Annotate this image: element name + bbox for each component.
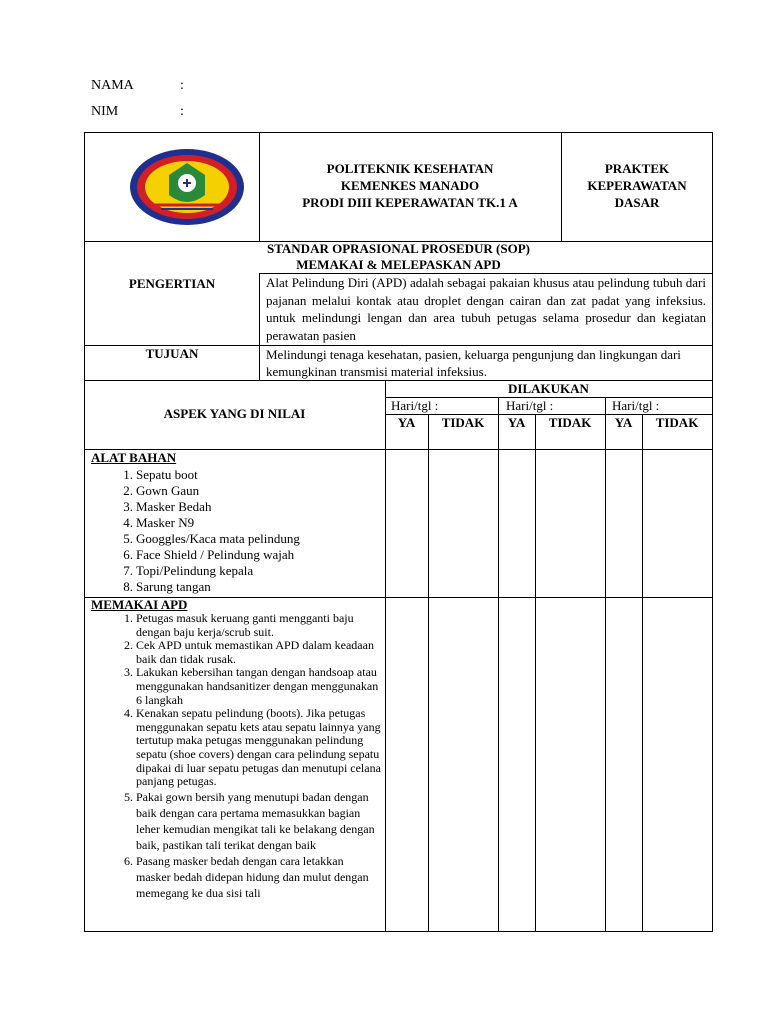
list-item <box>123 531 381 547</box>
list-text: Masker N9 <box>136 515 195 530</box>
list-item <box>123 499 381 515</box>
list-text: Gown Gaun <box>136 483 200 498</box>
tools-list <box>123 467 381 595</box>
tools-title: ALAT BAHAN <box>91 450 177 465</box>
list-text: Petugas masuk keruang ganti mengganti baju dengan baju kerja/scrub suit. <box>136 611 354 639</box>
day-1-label: Hari/tgl : <box>391 398 439 413</box>
grid-line <box>535 414 536 932</box>
institution-line-1: POLITEKNIK KESEHATAN <box>326 161 494 176</box>
list-text: Sarung tangan <box>136 579 211 594</box>
list-number: 6. <box>124 853 133 868</box>
list-text: Pasang masker bedah dengan cara letakkan masker bedah didepan hidung dan mulut dengan memegang ke dua sisi tali <box>136 853 369 900</box>
list-item <box>124 665 381 707</box>
list-text: Pakai gown bersih yang menutupi badan dengan baik dengan cara pertama memasukkan bagian leher kemudian mengikat tali ke belakang dengan baik, pastikan tali terikat dengan baik <box>136 789 375 852</box>
list-number: 6. <box>123 547 133 562</box>
day-2-label: Hari/tgl : <box>506 398 554 413</box>
list-text: Lakukan kebersihan tangan dengan handsoap atau menggunakan handsanitizer dengan menggunakan 6 langkah <box>136 665 379 707</box>
practice-line-3: DASAR <box>614 195 660 210</box>
list-number: 7. <box>123 563 133 578</box>
list-item <box>124 789 381 853</box>
list-item <box>123 547 381 563</box>
nim-colon: : <box>180 104 184 119</box>
aspect-label: ASPEK YANG DI NILAI <box>163 406 306 421</box>
list-text: Sepatu boot <box>136 467 198 482</box>
poltekkes-logo <box>129 147 245 227</box>
done-label: DILAKUKAN <box>508 381 589 396</box>
grid-line <box>385 380 386 932</box>
list-number: 4. <box>123 515 133 530</box>
list-number: 5. <box>124 789 133 804</box>
institution-title <box>260 160 560 211</box>
list-number: 2. <box>124 638 133 653</box>
wearing-title: MEMAKAI APD <box>91 597 188 612</box>
list-text: Kenakan sepatu pelindung (boots). Jika petugas menggunakan sepatu kets atau sepatu lainnya yang tertutup maka petugas menggunakan pelindung sepatu (shoe covers) dengan cara pelindung sepatu dipakai di luar sepatu petugas dan menutupi celana panjang petugas. <box>136 706 381 789</box>
list-number: 1. <box>124 611 133 625</box>
list-text: Topi/Pelindung kepala <box>136 563 254 578</box>
list-item <box>124 638 381 666</box>
list-item <box>124 611 381 639</box>
list-item <box>124 853 381 901</box>
sop-title-line-2: MEMAKAI & MELEPASKAN APD <box>296 257 501 272</box>
sop-title <box>85 241 712 273</box>
list-number: 3. <box>124 665 133 680</box>
institution-line-3: PRODI DIII KEPERAWATAN TK.1 A <box>302 195 518 210</box>
list-number: 5. <box>123 531 133 546</box>
practice-line-2: KEPERAWATAN <box>587 178 687 193</box>
sop-title-line-1: STANDAR OPRASIONAL PROSEDUR (SOP) <box>266 241 531 256</box>
practice-title <box>562 160 712 211</box>
grid-line <box>605 397 606 932</box>
no-col-3: TIDAK <box>655 415 699 430</box>
goal-label: TUJUAN <box>145 346 199 361</box>
definition-label: PENGERTIAN <box>128 276 216 291</box>
name-label: NAMA <box>91 78 134 93</box>
grid-line <box>259 273 260 380</box>
list-text: Masker Bedah <box>136 499 212 514</box>
list-number: 4. <box>124 706 133 721</box>
yes-col-1: YA <box>397 415 416 430</box>
name-colon: : <box>180 78 184 93</box>
yes-col-2: YA <box>507 415 526 430</box>
grid-line <box>428 414 429 932</box>
list-text: Cek APD untuk memastikan APD dalam keadaan baik dan tidak rusak. <box>136 638 374 666</box>
wearing-list <box>124 611 381 901</box>
no-col-1: TIDAK <box>441 415 485 430</box>
list-item <box>123 563 381 579</box>
list-text: Googgles/Kaca mata pelindung <box>136 531 300 546</box>
list-item <box>123 467 381 483</box>
grid-line <box>498 397 499 932</box>
list-item <box>124 706 381 789</box>
goal-text: Melindungi tenaga kesehatan, pasien, keluarga pengunjung dan lingkungan dari kemungkinan transmisi material infeksius. <box>266 347 681 379</box>
day-3-label: Hari/tgl : <box>612 398 660 413</box>
no-col-2: TIDAK <box>548 415 592 430</box>
list-item <box>123 579 381 595</box>
grid-line <box>84 449 713 450</box>
list-item <box>123 515 381 531</box>
list-number: 2. <box>123 483 133 498</box>
nim-label: NIM <box>91 104 119 119</box>
list-text: Face Shield / Pelindung wajah <box>136 547 295 562</box>
list-number: 8. <box>123 579 133 594</box>
list-item <box>123 483 381 499</box>
institution-line-2: KEMENKES MANADO <box>340 178 480 193</box>
list-number: 1. <box>123 467 133 482</box>
grid-line <box>642 414 643 932</box>
yes-col-3: YA <box>614 415 633 430</box>
definition-text: Alat Pelindung Diri (APD) adalah sebagai pakaian khusus atau pelindung tubuh dari pajanan melalui kontak atau droplet dengan cairan dan zat padat yang infeksius. untuk melindungi lengan dan area tubuh petugas selama prosedur dan kegiatan perawatan pasien <box>266 275 706 343</box>
list-number: 3. <box>123 499 133 514</box>
practice-line-1: PRAKTEK <box>604 161 670 176</box>
